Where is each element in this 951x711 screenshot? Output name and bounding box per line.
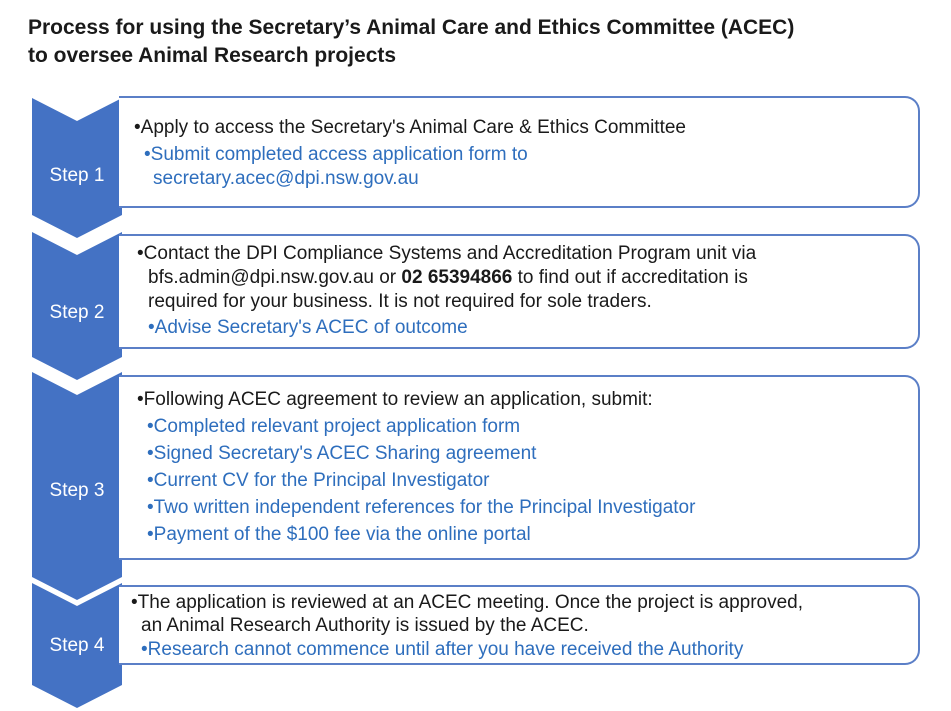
step-2-line-2-tail: to find out if accreditation is bbox=[512, 267, 748, 288]
step-4-sub-1: •Research cannot commence until after you have received the Authority bbox=[141, 639, 744, 660]
step-2-phone: 02 65394866 bbox=[401, 267, 513, 288]
step-3-label: Step 3 bbox=[49, 480, 105, 501]
step-1-label: Step 1 bbox=[49, 165, 105, 186]
step-3-sub-5: •Payment of the $100 fee via the online portal bbox=[147, 524, 531, 545]
step-3-sub-3: •Current CV for the Principal Investigator bbox=[147, 470, 490, 491]
step-2-main-line-3: required for your business. It is not required for sole traders. bbox=[148, 291, 652, 312]
step-2-main-line-2 bbox=[148, 265, 748, 290]
step-4-main-line-2: an Animal Research Authority is issued by the ACEC. bbox=[141, 615, 589, 636]
step-3-sub-4: •Two written independent references for the Principal Investigator bbox=[147, 497, 696, 518]
step-1-sub-1: •Submit completed access application form to bbox=[144, 144, 528, 165]
diagram-title bbox=[28, 14, 938, 70]
step-4-main-line-1: •The application is reviewed at an ACEC meeting. Once the project is approved, bbox=[131, 592, 804, 613]
step-1-email: secretary.acec@dpi.nsw.gov.au bbox=[153, 168, 419, 189]
step-1-main-text: •Apply to access the Secretary's Animal Care & Ethics Committee bbox=[134, 117, 686, 138]
step-3-sub-1: •Completed relevant project application form bbox=[147, 416, 521, 437]
step-2-label: Step 2 bbox=[49, 302, 105, 323]
title-line-2: to oversee Animal Research projects bbox=[28, 44, 397, 67]
step-2-sub-1: •Advise Secretary's ACEC of outcome bbox=[148, 317, 468, 338]
step-2-main-line-1: •Contact the DPI Compliance Systems and Accreditation Program unit via bbox=[137, 243, 757, 264]
title-line-1: Process for using the Secretary’s Animal Care and Ethics Committee (ACEC) bbox=[28, 16, 795, 39]
step-3-sub-2: •Signed Secretary's ACEC Sharing agreement bbox=[147, 443, 537, 464]
step-3-main-text: •Following ACEC agreement to review an application, submit: bbox=[137, 389, 653, 410]
step-2-email: bfs.admin@dpi.nsw.gov.au or bbox=[148, 267, 402, 288]
step-4-label: Step 4 bbox=[49, 635, 105, 656]
